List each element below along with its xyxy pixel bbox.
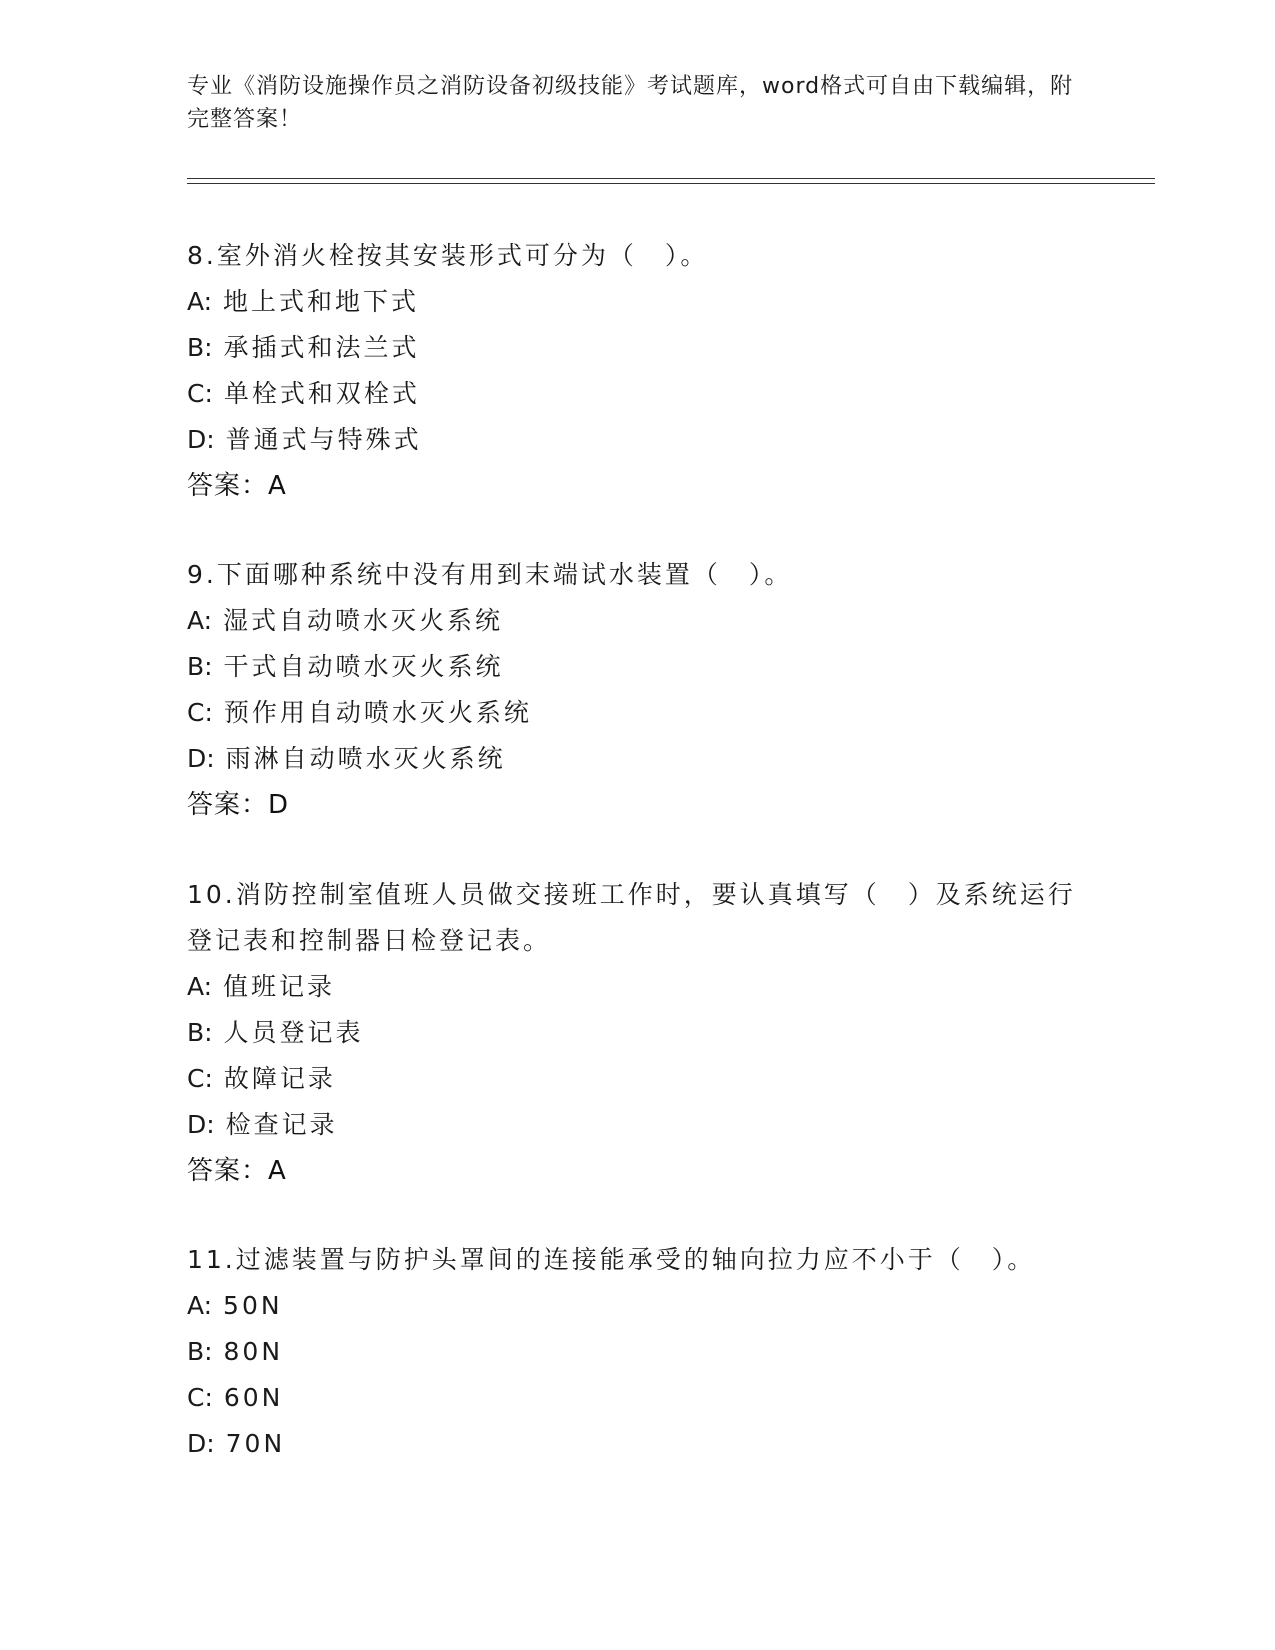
question-stem: 10.消防控制室值班人员做交接班工作时，要认真填写（ ）及系统运行登记表和控制器日检登记表。 — [187, 880, 1076, 955]
option-text: 70N — [225, 1429, 286, 1458]
option-text: 地上式和地下式 — [223, 287, 420, 316]
option-letter: A: — [187, 1291, 213, 1320]
answer-line: 答案：A — [187, 471, 287, 501]
option-letter: D: — [187, 1429, 215, 1458]
option-text: 80N — [223, 1337, 284, 1366]
option-text: 故障记录 — [223, 1064, 336, 1093]
option-d — [187, 417, 1087, 463]
option-text: 雨淋自动喷水灭火系统 — [225, 744, 506, 773]
option-text: 60N — [223, 1383, 284, 1412]
option-text: 湿式自动喷水灭火系统 — [223, 606, 504, 635]
header-divider-top — [187, 178, 1155, 179]
option-d — [187, 736, 1087, 782]
option-c — [187, 371, 1087, 417]
answer-line: 答案：D — [187, 790, 290, 820]
option-text: 单栓式和双栓式 — [223, 379, 420, 408]
option-a — [187, 279, 1087, 325]
option-letter: B: — [187, 333, 213, 362]
document-header: 专业《消防设施操作员之消防设备初级技能》考试题库，word格式可自由下载编辑，附完整答案！ — [187, 74, 1074, 132]
option-letter: A: — [187, 972, 213, 1001]
question-block — [187, 552, 1087, 828]
option-a — [187, 598, 1087, 644]
option-letter: A: — [187, 287, 213, 316]
header-divider-bottom — [187, 183, 1155, 184]
question-stem: 9.下面哪种系统中没有用到末端试水装置（ ）。 — [187, 560, 793, 589]
option-text: 干式自动喷水灭火系统 — [223, 652, 504, 681]
option-text: 50N — [223, 1291, 283, 1320]
option-letter: B: — [187, 652, 213, 681]
option-letter: D: — [187, 744, 215, 773]
question-stem: 8.室外消火栓按其安装形式可分为（ ）。 — [187, 241, 709, 270]
option-letter: B: — [187, 1018, 213, 1047]
option-c — [187, 1056, 1087, 1102]
option-letter: D: — [187, 1110, 215, 1139]
option-b — [187, 1329, 1087, 1375]
option-a — [187, 964, 1087, 1010]
option-letter: C: — [187, 1064, 213, 1093]
option-text: 检查记录 — [225, 1110, 338, 1139]
option-letter: A: — [187, 606, 213, 635]
answer-line: 答案：A — [187, 1156, 287, 1186]
option-c — [187, 690, 1087, 736]
option-text: 普通式与特殊式 — [225, 425, 422, 454]
option-d — [187, 1421, 1087, 1467]
option-b — [187, 1010, 1087, 1056]
question-block — [187, 872, 1087, 1194]
option-letter: B: — [187, 1337, 213, 1366]
option-text: 值班记录 — [223, 972, 336, 1001]
question-block — [187, 1237, 1087, 1467]
option-b — [187, 644, 1087, 690]
option-letter: D: — [187, 425, 215, 454]
question-stem: 11.过滤装置与防护头罩间的连接能承受的轴向拉力应不小于（ ）。 — [187, 1245, 1036, 1274]
option-letter: C: — [187, 1383, 213, 1412]
option-letter: C: — [187, 379, 213, 408]
option-a — [187, 1283, 1087, 1329]
question-block — [187, 233, 1087, 509]
option-d — [187, 1102, 1087, 1148]
option-c — [187, 1375, 1087, 1421]
option-text: 预作用自动喷水灭火系统 — [223, 698, 532, 727]
option-letter: C: — [187, 698, 213, 727]
option-b — [187, 325, 1087, 371]
option-text: 承插式和法兰式 — [223, 333, 420, 362]
option-text: 人员登记表 — [223, 1018, 364, 1047]
